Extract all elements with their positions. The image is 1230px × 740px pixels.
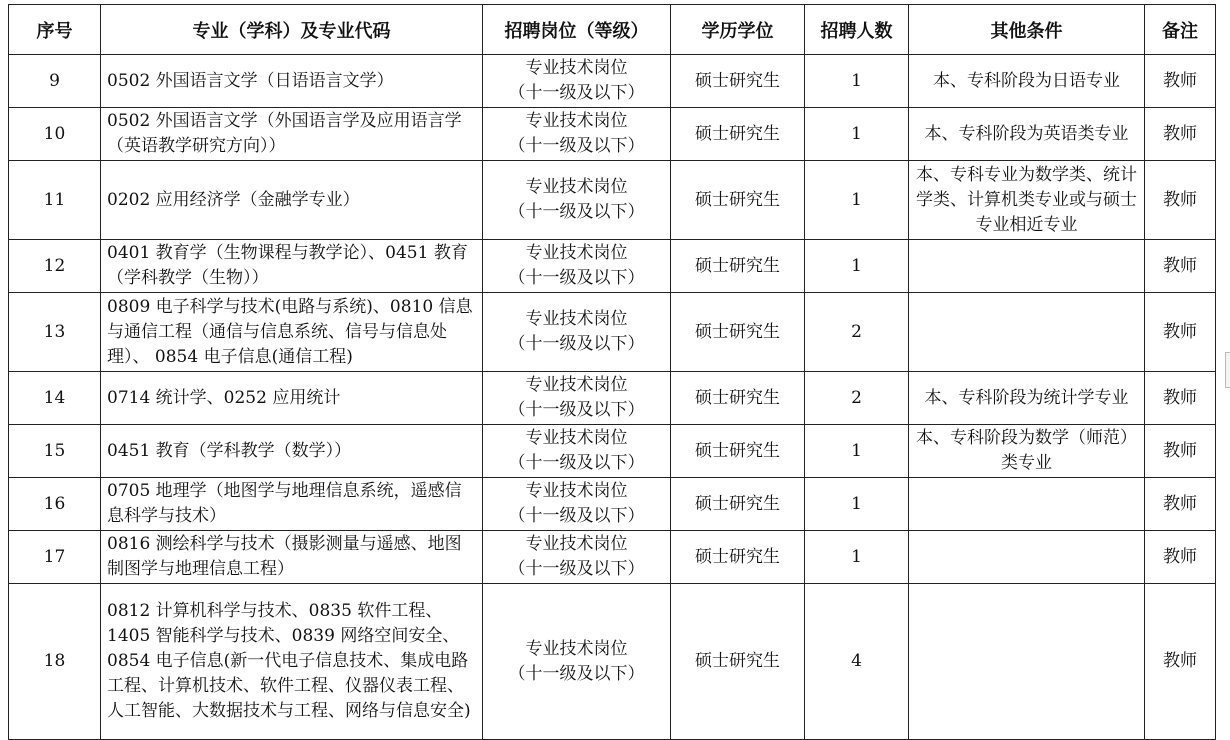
- cell-remark: 教师: [1145, 161, 1216, 240]
- cell-post: [483, 425, 671, 478]
- cell-remark: 教师: [1145, 108, 1216, 161]
- cell-post: [483, 531, 671, 584]
- table-row: [9, 161, 1216, 240]
- post-level: （十一级及以下）: [508, 268, 645, 288]
- cell-conditions: 本、专科阶段为数学（师范）类专业: [909, 425, 1145, 478]
- cell-major: 0502 外国语言文学（外国语言学及应用语言学（英语教学研究方向））: [101, 108, 483, 161]
- cell-major: 0705 地理学（地图学与地理信息系统，遥感信息科学与技术）: [101, 478, 483, 531]
- table-row: [9, 108, 1216, 161]
- header-degree: 学历学位: [671, 5, 805, 55]
- cell-post: [483, 372, 671, 425]
- cell-degree: 硕士研究生: [671, 372, 805, 425]
- cell-remark: 教师: [1145, 240, 1216, 293]
- post-level: （十一级及以下）: [508, 136, 645, 156]
- cell-degree: 硕士研究生: [671, 240, 805, 293]
- cell-major: 0502 外国语言文学（日语语言文学）: [101, 55, 483, 108]
- cell-count: 1: [805, 425, 909, 478]
- cell-remark: 教师: [1145, 584, 1216, 740]
- cell-count: 4: [805, 584, 909, 740]
- cell-no: 16: [9, 478, 101, 531]
- cell-degree: 硕士研究生: [671, 161, 805, 240]
- cell-major: 0401 教育学（生物课程与教学论）、0451 教育（学科教学（生物））: [101, 240, 483, 293]
- table-row: [9, 240, 1216, 293]
- cell-conditions: [909, 584, 1145, 740]
- table-row: [9, 293, 1216, 372]
- cell-no: 9: [9, 55, 101, 108]
- header-remark: 备注: [1145, 5, 1216, 55]
- cell-remark: 教师: [1145, 372, 1216, 425]
- table-row: [9, 584, 1216, 740]
- post-title: 专业技术岗位: [525, 428, 628, 448]
- post-level: （十一级及以下）: [508, 202, 645, 222]
- cell-conditions: 本、专科阶段为英语类专业: [909, 108, 1145, 161]
- table-header-row: [9, 5, 1216, 55]
- cell-count: 1: [805, 240, 909, 293]
- table-row: [9, 55, 1216, 108]
- header-conditions: 其他条件: [909, 5, 1145, 55]
- cell-post: [483, 55, 671, 108]
- post-title: 专业技术岗位: [525, 58, 628, 78]
- post-title: 专业技术岗位: [525, 243, 628, 263]
- cell-remark: 教师: [1145, 478, 1216, 531]
- post-title: 专业技术岗位: [525, 375, 628, 395]
- post-title: 专业技术岗位: [525, 309, 628, 329]
- cell-count: 1: [805, 161, 909, 240]
- cell-no: 10: [9, 108, 101, 161]
- cell-major: 0714 统计学、0252 应用统计: [101, 372, 483, 425]
- cell-remark: 教师: [1145, 425, 1216, 478]
- header-count: 招聘人数: [805, 5, 909, 55]
- table-row: [9, 372, 1216, 425]
- cell-degree: 硕士研究生: [671, 55, 805, 108]
- cell-no: 14: [9, 372, 101, 425]
- cell-remark: 教师: [1145, 531, 1216, 584]
- cell-post: [483, 584, 671, 740]
- cell-no: 15: [9, 425, 101, 478]
- post-level: （十一级及以下）: [508, 506, 645, 526]
- cell-post: [483, 161, 671, 240]
- cell-count: 1: [805, 55, 909, 108]
- cell-conditions: [909, 293, 1145, 372]
- cell-remark: 教师: [1145, 293, 1216, 372]
- header-post: 招聘岗位（等级）: [483, 5, 671, 55]
- post-title: 专业技术岗位: [525, 481, 628, 501]
- cell-post: [483, 240, 671, 293]
- cell-post: [483, 108, 671, 161]
- cell-conditions: [909, 240, 1145, 293]
- cell-degree: 硕士研究生: [671, 478, 805, 531]
- cell-count: 2: [805, 372, 909, 425]
- cell-degree: 硕士研究生: [671, 293, 805, 372]
- cell-count: 2: [805, 293, 909, 372]
- header-no: 序号: [9, 5, 101, 55]
- post-title: 专业技术岗位: [525, 534, 628, 554]
- cell-no: 11: [9, 161, 101, 240]
- cell-no: 12: [9, 240, 101, 293]
- cell-no: 13: [9, 293, 101, 372]
- recruitment-table: [8, 4, 1216, 740]
- table-row: [9, 425, 1216, 478]
- cell-conditions: [909, 478, 1145, 531]
- cell-conditions: 本、专科阶段为统计学专业: [909, 372, 1145, 425]
- post-level: （十一级及以下）: [508, 400, 645, 420]
- header-major: 专业（学科）及专业代码: [101, 5, 483, 55]
- cell-major: 0809 电子科学与技术(电路与系统)、0810 信息与通信工程（通信与信息系统、信号与信息处理）、 0854 电子信息(通信工程): [101, 293, 483, 372]
- cell-post: [483, 293, 671, 372]
- cell-major: 0816 测绘科学与技术（摄影测量与遥感、地图制图学与地理信息工程）: [101, 531, 483, 584]
- cell-count: 1: [805, 531, 909, 584]
- cell-count: 1: [805, 478, 909, 531]
- table-row: [9, 478, 1216, 531]
- cell-degree: 硕士研究生: [671, 425, 805, 478]
- cell-remark: 教师: [1145, 55, 1216, 108]
- post-level: （十一级及以下）: [508, 453, 645, 473]
- cell-count: 1: [805, 108, 909, 161]
- cell-degree: 硕士研究生: [671, 531, 805, 584]
- table-row: [9, 531, 1216, 584]
- post-title: 专业技术岗位: [525, 638, 628, 659]
- cell-degree: 硕士研究生: [671, 584, 805, 740]
- cell-post: [483, 478, 671, 531]
- cell-conditions: [909, 531, 1145, 584]
- post-title: 专业技术岗位: [525, 177, 628, 197]
- cell-major: 0451 教育（学科教学（数学））: [101, 425, 483, 478]
- post-title: 专业技术岗位: [525, 111, 628, 131]
- post-level: （十一级及以下）: [508, 83, 645, 103]
- post-level: （十一级及以下）: [508, 334, 645, 354]
- cell-major: 0812 计算机科学与技术、0835 软件工程、1405 智能科学与技术、0839 网络空间安全、0854 电子信息(新一代电子信息技术、集成电路工程、计算机技术、软件工程、仪器仪表工程、人工智能、大数据技术与工程、网络与信息安全): [101, 584, 483, 740]
- cell-degree: 硕士研究生: [671, 108, 805, 161]
- post-level: （十一级及以下）: [508, 559, 645, 579]
- cell-no: 17: [9, 531, 101, 584]
- cell-conditions: 本、专科专业为数学类、统计学类、计算机类专业或与硕士专业相近专业: [909, 161, 1145, 240]
- post-level: （十一级及以下）: [508, 663, 645, 684]
- cell-no: 18: [9, 584, 101, 740]
- cell-conditions: 本、专科阶段为日语专业: [909, 55, 1145, 108]
- scroll-handle[interactable]: [1225, 352, 1230, 388]
- cell-major: 0202 应用经济学（金融学专业）: [101, 161, 483, 240]
